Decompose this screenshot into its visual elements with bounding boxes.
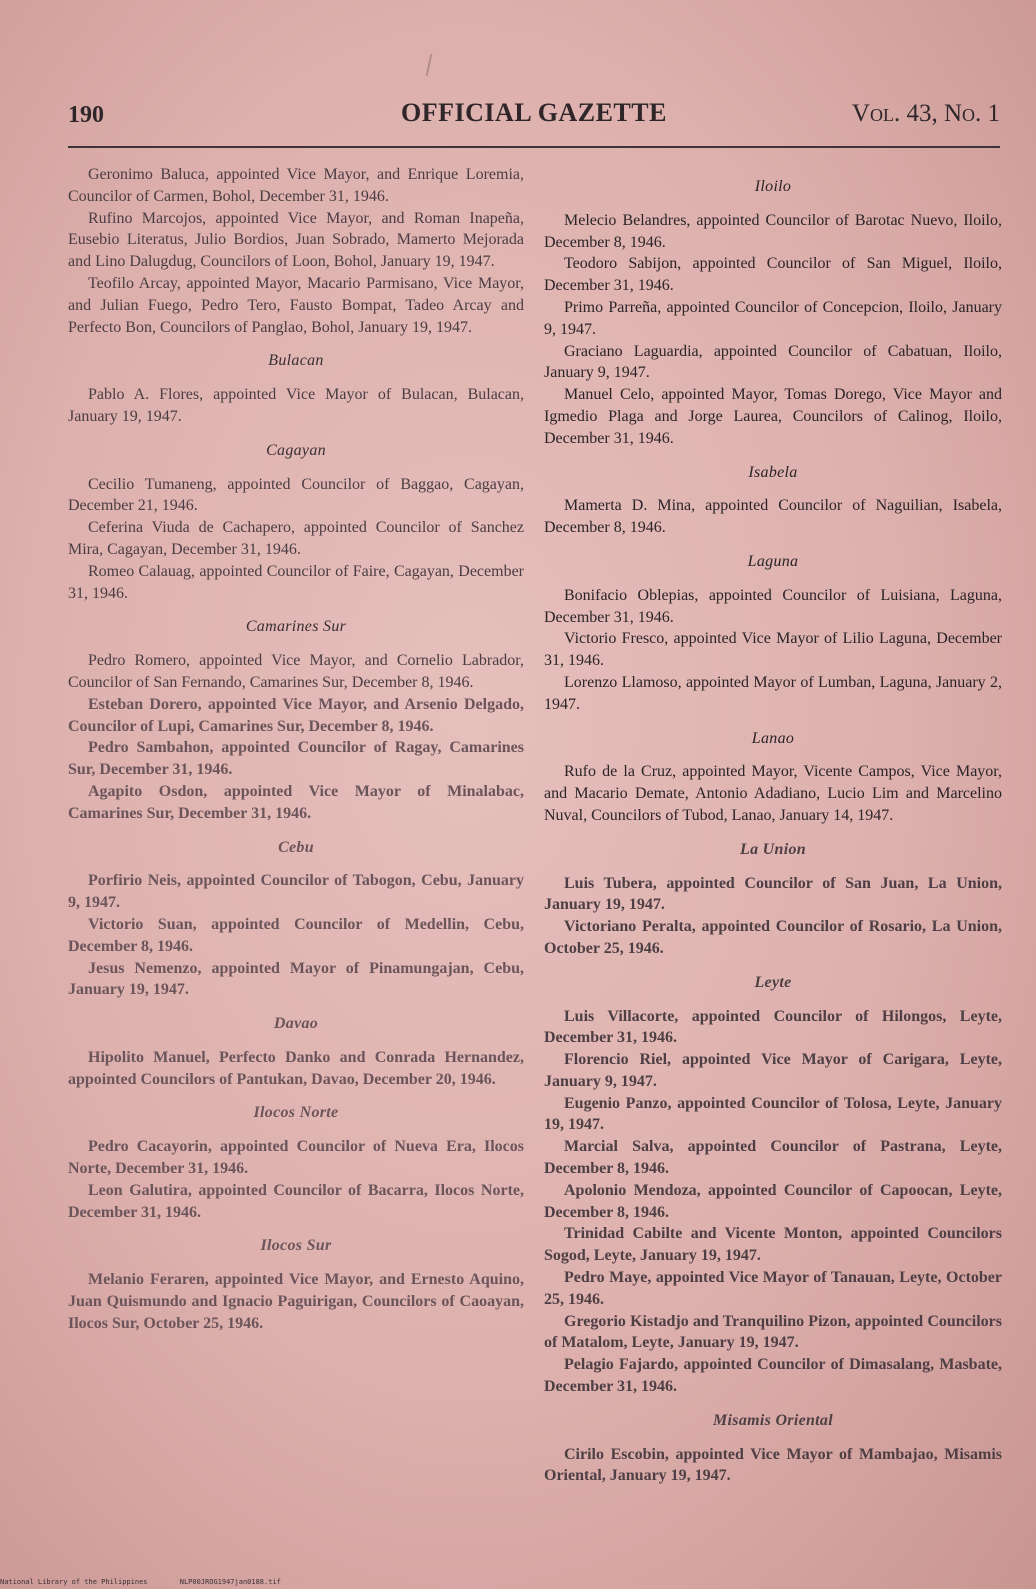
appointment-entry: Geronimo Baluca, appointed Vice Mayor, and Enrique Loremia, Councilor of Carmen, Bohol, December 31, 1946. <box>68 166 524 205</box>
province-heading: Leyte <box>754 973 792 991</box>
province-heading: Ilocos Sur <box>260 1237 332 1255</box>
appointment-entry: Victoriano Peralta, appointed Councilor of Rosario, La Union, October 25, 1946. <box>544 918 1002 957</box>
left-column <box>68 164 524 1335</box>
province-heading: Misamis Oriental <box>713 1411 833 1429</box>
appointment-entry: Porfirio Neis, appointed Councilor of Tabogon, Cebu, January 9, 1947. <box>68 872 524 912</box>
volume-number: Vol. 43, No. 1 <box>851 100 1000 127</box>
appointment-entry: Lorenzo Llamoso, appointed Mayor of Lumban, Laguna, January 2, 1947. <box>544 673 1002 713</box>
appointment-entry: Manuel Celo, appointed Mayor, Tomas Dorego, Vice Mayor and Igmedio Plaga and Jorge Laurea, Councilors of Calinog, Iloilo, December 31, 1946. <box>544 386 1002 447</box>
appointment-entry: Teofilo Arcay, appointed Mayor, Macario Parmisano, Vice Mayor, and Julian Fuego, Pedro Tero, Fausto Bompat, Tadeo Arcay and Perfecto Bon, Councilors of Panglao, Bohol, January 19, 1947. <box>68 274 524 336</box>
appointment-entry: Eugenio Panzo, appointed Councilor of Tolosa, Leyte, January 19, 1947. <box>544 1094 1002 1134</box>
appointment-entry: Cecilio Tumaneng, appointed Councilor of Baggao, Cagayan, December 21, 1946. <box>68 475 524 515</box>
province-heading: Ilocos Norte <box>253 1104 339 1122</box>
scan-footer <box>0 1578 309 1586</box>
page-number: 190 <box>68 102 104 128</box>
province-heading: Bulacan <box>268 352 324 370</box>
appointment-entry: Pedro Romero, appointed Vice Mayor, and Cornelio Labrador, Councilor of San Fernando, Camarines Sur, December 8, 1946. <box>68 652 524 691</box>
appointment-entry: Graciano Laguardia, appointed Councilor of Cabatuan, Iloilo, January 9, 1947. <box>544 342 1002 382</box>
appointment-entry: Hipolito Manuel, Perfecto Danko and Conrada Hernandez, appointed Councilors of Pantukan, Davao, December 20, 1946. <box>68 1048 524 1088</box>
header-rule <box>68 146 1000 148</box>
publication-title: OFFICIAL GAZETTE <box>401 98 667 127</box>
appointment-entry: Victorio Suan, appointed Councilor of Medellin, Cebu, December 8, 1946. <box>68 915 524 955</box>
appointment-entry: Ceferina Viuda de Cachapero, appointed Councilor of Sanchez Mira, Cagayan, December 31, 1946. <box>68 519 524 558</box>
appointment-entry: Cirilo Escobin, appointed Vice Mayor of Mambajao, Misamis Oriental, January 19, 1947. <box>544 1445 1002 1485</box>
appointment-entry: Melanio Feraren, appointed Vice Mayor, and Ernesto Aquino, Juan Quismundo and Ignacio Paguirigan, Councilors of Caoayan, Ilocos Sur, October 25, 1946. <box>68 1271 524 1332</box>
province-heading: Isabela <box>748 463 798 481</box>
appointment-entry: Luis Tubera, appointed Councilor of San Juan, La Union, January 19, 1947. <box>544 874 1002 914</box>
appointment-entry: Leon Galutira, appointed Councilor of Bacarra, Ilocos Norte, December 31, 1946. <box>68 1181 524 1221</box>
appointment-entry: Teodoro Sabijon, appointed Councilor of San Miguel, Iloilo, December 31, 1946. <box>544 255 1002 295</box>
appointment-entry: Gregorio Kistadjo and Tranquilino Pizon, appointed Councilors of Matalom, Leyte, January 19, 1947. <box>544 1312 1002 1352</box>
appointment-entry: Marcial Salva, appointed Councilor of Pastrana, Leyte, December 8, 1946. <box>544 1138 1002 1178</box>
appointment-entry: Trinidad Cabilte and Vicente Monton, appointed Councilors Sogod, Leyte, January 19, 1947. <box>544 1225 1002 1265</box>
province-heading: Cebu <box>278 838 314 856</box>
appointment-entry: Pablo A. Flores, appointed Vice Mayor of Bulacan, Bulacan, January 19, 1947. <box>68 386 524 425</box>
appointment-entry: Mamerta D. Mina, appointed Councilor of Naguilian, Isabela, December 8, 1946. <box>544 497 1002 537</box>
appointment-entry: Luis Villacorte, appointed Councilor of Hilongos, Leyte, December 31, 1946. <box>544 1007 1002 1047</box>
appointment-entry: Florencio Riel, appointed Vice Mayor of Carigara, Leyte, January 9, 1947. <box>544 1051 1002 1090</box>
province-heading: Camarines Sur <box>245 618 347 636</box>
appointment-entry: Rufo de la Cruz, appointed Mayor, Vicente Campos, Vice Mayor, and Macario Demate, Antonio Adadiano, Lucio Lim and Marcelino Nuval, Councilors of Tubod, Lanao, January 14, 1947. <box>544 763 1002 824</box>
province-heading: Iloilo <box>754 178 792 195</box>
appointment-entry: Romeo Calauag, appointed Councilor of Faire, Cagayan, December 31, 1946. <box>68 562 524 602</box>
appointment-entry: Esteban Dorero, appointed Vice Mayor, and Arsenio Delgado, Councilor of Lupi, Camarines Sur, December 8, 1946. <box>68 695 524 735</box>
province-heading: Lanao <box>751 729 795 747</box>
appointment-entry: Bonifacio Oblepias, appointed Councilor of Luisiana, Laguna, December 31, 1946. <box>544 586 1002 626</box>
appointment-entry: Apolonio Mendoza, appointed Councilor of Capoocan, Leyte, December 8, 1946. <box>544 1181 1002 1221</box>
appointment-entry: Melecio Belandres, appointed Councilor of Barotac Nuevo, Iloilo, December 8, 1946. <box>544 211 1002 251</box>
right-column <box>544 164 1002 1487</box>
appointment-entry: Pedro Sambahon, appointed Councilor of Ragay, Camarines Sur, December 31, 1946. <box>68 739 524 779</box>
appointment-entry: Rufino Marcojos, appointed Vice Mayor, and Roman Inapeña, Eusebio Literatus, Julio Bordios, Juan Sobrado, Mamerto Mejorada and Lino Dalugdug, Councilors of Loon, Bohol, January 19, 1947. <box>68 209 524 271</box>
appointment-entry: Jesus Nemenzo, appointed Mayor of Pinamungajan, Cebu, January 19, 1947. <box>68 959 524 999</box>
province-heading: Davao <box>273 1015 319 1033</box>
appointment-entry: Pedro Cacayorin, appointed Councilor of Nueva Era, Ilocos Norte, December 31, 1946. <box>68 1138 524 1178</box>
appointment-entry: Pelagio Fajardo, appointed Councilor of Dimasalang, Masbate, December 31, 1946. <box>544 1356 1002 1396</box>
appointment-entry: Primo Parreña, appointed Councilor of Concepcion, Iloilo, January 9, 1947. <box>544 298 1002 338</box>
appointment-entry: Pedro Maye, appointed Vice Mayor of Tanauan, Leyte, October 25, 1946. <box>544 1269 1002 1308</box>
province-heading: La Union <box>740 840 806 858</box>
province-heading: Cagayan <box>266 441 326 459</box>
page-header <box>68 96 1000 146</box>
appointment-entry: Victorio Fresco, appointed Vice Mayor of Lilio Laguna, December 31, 1946. <box>544 630 1002 670</box>
appointment-entry: Agapito Osdon, appointed Vice Mayor of Minalabac, Camarines Sur, December 31, 1946. <box>68 782 524 822</box>
pen-mark <box>426 54 433 76</box>
province-heading: Laguna <box>747 552 799 570</box>
library-credit: National Library of the Philippines <box>0 1578 148 1586</box>
scan-filename: NLP00JROG1947jan0188.tif <box>179 1578 281 1586</box>
